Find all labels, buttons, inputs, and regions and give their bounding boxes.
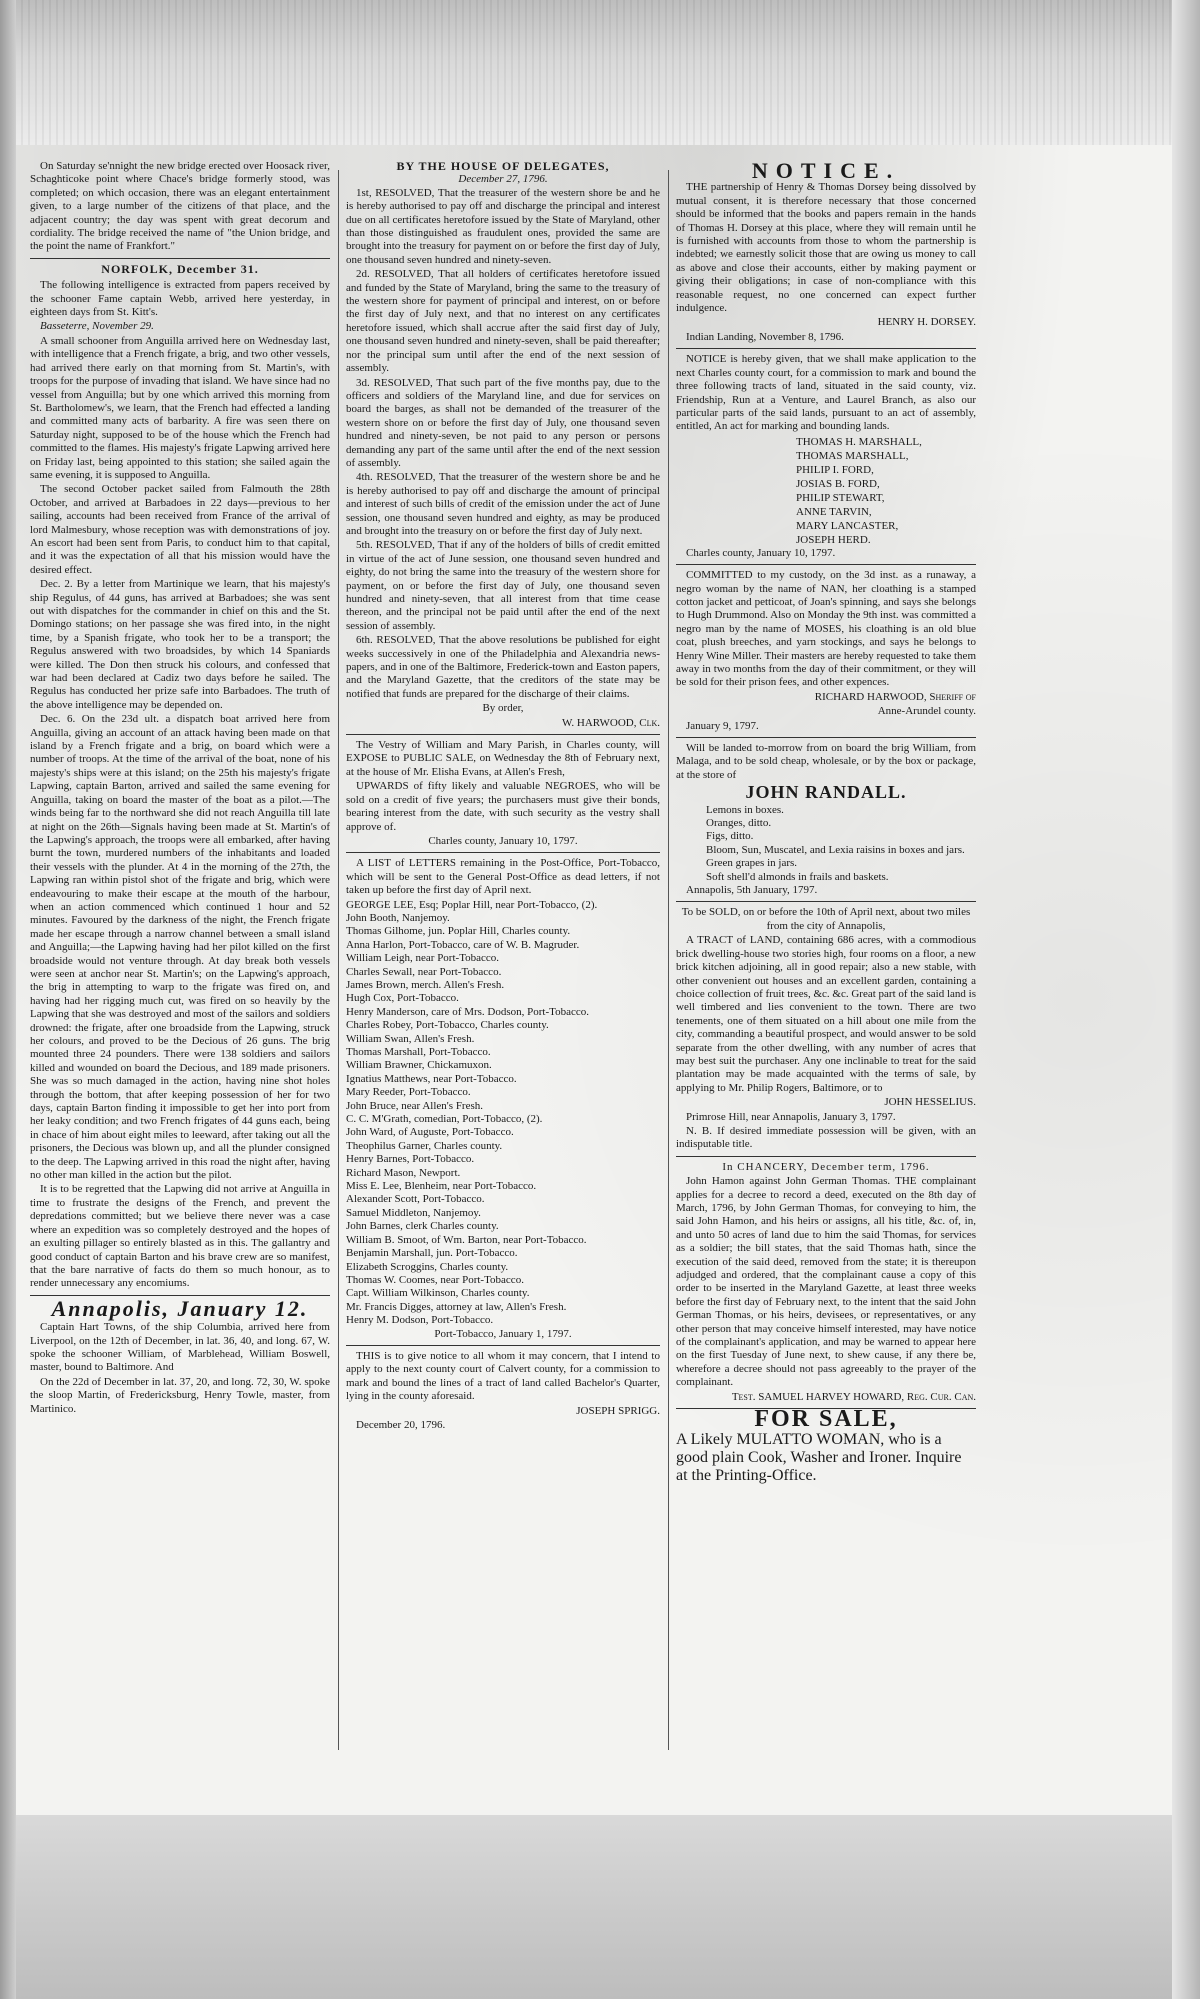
merchandise-item: Lemons in boxes.	[706, 803, 784, 816]
scan-bottom-margin	[0, 1815, 1200, 1999]
county-line: Anne-Arundel county.	[877, 705, 976, 718]
sprigg-signature: JOSEPH SPRIGG.	[576, 1404, 660, 1417]
letter-entry: John Booth, Nanjemoy.	[346, 911, 450, 924]
marshall-date: Charles county, January 10, 1797.	[686, 546, 836, 559]
letter-entry: Mr. Francis Digges, attorney at law, Allen's Fresh.	[346, 1300, 567, 1313]
for-sale-body: A Likely MULATTO WOMAN, who is a good plain Cook, Washer and Ironer. Inquire at the Printing-Office.	[676, 1430, 962, 1484]
letters-intro: A LIST of LETTERS remaining in the Post-Office, Port-Tobacco, which will be sent to the General Post-Office as dead letters, if not taken up before the first day of April next.	[346, 857, 660, 897]
section-rule	[676, 564, 976, 565]
letter-entry: Mary Reeder, Port-Tobacco.	[346, 1086, 471, 1099]
scan-top-margin	[0, 0, 1200, 145]
letter-entry: Miss E. Lee, Blenheim, near Port-Tobacco.	[346, 1180, 537, 1193]
scan-right-edge	[1172, 0, 1200, 1999]
letter-entry: John Barnes, clerk Charles county.	[346, 1220, 499, 1233]
by-order: By order,	[482, 702, 524, 715]
merchandise-item: Green grapes in jars.	[706, 857, 798, 870]
committed-notice: COMMITTED to my custody, on the 3d inst. as a runaway, a negro woman by the name of NAN, her cloathing is a stamped cotton jacket and petticoat, of Joan's spinning, and says she belongs to Hugh Drummond. Also on Monday the 9th inst. was committed a negro man by the name of MOSES, his cloathing is an old blue coat, plush breeches, and yarn stockings, and says he belongs to Henry Wine Miller. Their masters are hereby requested to take them away in two months from the day of their commitment, or they will be sold for their prison fees, and other expences.	[676, 569, 976, 689]
letter-entry: Richard Mason, Newport.	[346, 1166, 461, 1179]
letter-entry: William Brawner, Chickamuxon.	[346, 1059, 492, 1072]
signer-name: PHILIP I. FORD,	[796, 463, 874, 476]
letter-entry: C. C. M'Grath, comedian, Port-Tobacco, (2).	[346, 1113, 543, 1126]
scan-left-edge	[0, 0, 16, 1999]
letter-entry: Henry M. Dodson, Port-Tobacco.	[346, 1314, 494, 1327]
letter-entry: William Leigh, near Port-Tobacco.	[346, 952, 500, 965]
section-rule	[30, 258, 330, 259]
news-paragraph: Dec. 2. By a letter from Martinique we learn, that his majesty's ship Regulus, of 44 guns, has arrived at Barbadoes; she was sent out with dispatches for the commander in chief on this and the St. Domingo stations; on her passage she was fired into, in the night time, by a Spanish frigate, who took her to be a transport; the Regulus answered with two broadsides, by which 14 Spaniards were killed. The Don then struck his colours, and confessed that war had been declared at Cadiz two days before he sailed. The Regulus has conducted her prize safe into Barbadoes. The truth of the above intelligence may be depended on.	[30, 578, 330, 711]
letter-entry: Thomas Marshall, Port-Tobacco.	[346, 1046, 491, 1058]
resolution: 6th. RESOLVED, That the above resolutions be published for eight weeks successively in one of the Philadelphia and Alexandria news-papers, and in one of the Baltimore, Frederick-town and Easton papers, and the Maryland Gazette, that the creditors of the state may be notified that funds are prepared for the discharge of their claims.	[346, 634, 660, 700]
news-paragraph: Dec. 6. On the 23d ult. a dispatch boat arrived here from Anguilla, giving an account of an attack having been made on that island by a French frigate and a brig, on board which were a number of troops. At the time of the arrival of the boat, none of his majesty's ships were at this island; on the 25th his majesty's frigate Lapwing, captain Barton, arrived and sailed the same evening for Anguilla, taking on board the master of the boat as a pilot.—The winds being far to the northward she did not reach Anguilla till late at night on the 26th—Signals having been made at St. Martin's of the Lapwing's approach, the troops were all embarked, after having burnt the town, murdered numbers of the inhabitants and loaded their vessels with the plunder. At 4 in the morning of the 27th, the Lapwing ran within pistol shot of the frigate and brig, which were endeavouring to make their escape at the mouth of the harbour, when an action commenced which continued 1 hour and 52 minutes. Favoured by the darkness of the night, the French frigate made her escape through a narrow channel between a small island and Anguilla;—the Lapwing having had her pilot killed on the first broadside would not venture through. At day break both vessels were seen at anchor near St. Martin's; on the Lapwing's approach, the brig in attempting to warp to the frigate was fired on, and having had her rigging much cut, was fired on so heavily by the Lapwing that she was destroyed and most of the sailors and soldiers drowned: the frigate, after one broadside from the Lapwing, struck her colours, and proved to be the Decious of 26 guns. The brig mounted three 24 pounders. There were 138 soldiers and sailors killed and wounded on board the Decious, and 189 made prisoners. She was so much damaged in the action, having nine shot holes through the bottom, that after keeping possession of her for two days, captain Barton finding it impossible to get her into port from her leaky condition; and two French frigates of 44 guns each, being in chace of him about eight miles to leeward, after taking out all the prisoners, the Decious was blown up, and all the plunder consigned to the deep. The Lapwing arrived in this road the night after, having no other man killed in the action but the pilot.	[30, 713, 330, 1182]
letter-entry: Benjamin Marshall, jun. Port-Tobacco.	[346, 1247, 518, 1260]
for-sale-heading: FOR SALE,	[754, 1406, 898, 1433]
news-paragraph: The following intelligence is extracted from papers received by the schooner Fame captain Webb, arrived here yesterday, in eighteen days from St. Kitt's.	[30, 279, 330, 319]
section-rule	[346, 852, 660, 853]
letter-entry: William B. Smoot, of Wm. Barton, near Port-Tobacco.	[346, 1233, 587, 1246]
letters-date: Port-Tobacco, January 1, 1797.	[434, 1327, 572, 1340]
norfolk-dateline: NORFOLK, December 31.	[101, 261, 259, 276]
chancery-body: John Hamon against John German Thomas. THE complainant applies for a decree to record a deed, executed on the 8th day of March, 1796, by John German Thomas, for conveying to him, the said John Hamon, and his heirs or assigns, all his title, &c. of, in, and unto 50 acres of land due to him the said Thomas, for services as a soldier; the bill states, that the said Thomas hath, since the execution of the said deed, removed from the state; it is thereupon adjudged and ordered, that the complainant cause a copy of this order to be inserted in the Maryland Gazette, at least three weeks before the first day of February next, to the intent that the said John German Thomas, or his heirs, devisees, or representatives, or any other person that may conceive himself interested, may have notice of the complainant's application, and may be warned to appear here on the first Tuesday of June next, to shew cause, if any there be, wherefore a decree should not pass agreeably to the prayer of the complainant.	[676, 1175, 976, 1389]
house-date: December 27, 1796.	[458, 173, 548, 186]
column-left	[30, 160, 330, 1417]
section-rule	[676, 1156, 976, 1157]
letter-entry: Samuel Middleton, Nanjemoy.	[346, 1206, 481, 1219]
merchandise-item: Soft shell'd almonds in frails and baskets.	[706, 870, 889, 883]
merchandise-item: Oranges, ditto.	[706, 817, 772, 830]
letter-entry: John Bruce, near Allen's Fresh.	[346, 1099, 484, 1112]
letter-entry: Thomas Gilhome, jun. Poplar Hill, Charles county.	[346, 925, 571, 938]
letter-entry: Charles Sewall, near Port-Tobacco.	[346, 965, 502, 978]
committed-date: January 9, 1797.	[686, 719, 759, 732]
notice-heading: NOTICE.	[751, 158, 901, 183]
signer-name: JOSEPH HERD.	[796, 533, 871, 546]
news-paragraph: Captain Hart Towns, of the ship Columbia, arrived here from Liverpool, on the 12th of December, in lat. 36, 40, and long. 67, W. spoke the schooner William, of Marblehead, William Boswell, master, bound to Baltimore. And	[30, 1321, 330, 1374]
vestry-date: Charles county, January 10, 1797.	[428, 834, 578, 847]
basseterre-dateline: Basseterre, November 29.	[40, 320, 154, 333]
howard-signature: Test. SAMUEL HARVEY HOWARD, Reg. Cur. Can.	[731, 1390, 976, 1403]
resolution: 1st, RESOLVED, That the treasurer of the western shore be and he is hereby authorised to pay off and discharge the principal and interest due on all certificates heretofore issued by the State of Maryland, other than those distinguished as fraudulent ones, provided the same are brought into the treasury for payment on or before the first day of July, one thousand seven hundred and ninety-seven.	[346, 186, 660, 266]
annapolis-dateline: Annapolis, January 12.	[51, 1295, 309, 1321]
letter-entry: Ignatius Matthews, near Port-Tobacco.	[346, 1072, 517, 1085]
news-paragraph: On the 22d of December in lat. 37, 20, and long. 72, 30, W. spoke the sloop Martin, of Fredericksburg, Henry Towle, master, from Martinico.	[30, 1375, 330, 1415]
column-middle	[346, 160, 660, 1433]
land-sale-body: A TRACT of LAND, containing 686 acres, with a commodious brick dwelling-house two stories high, four rooms on a floor, a new brick kitchen adjoining, all in good repair; also a new stable, with other convenient out houses and an excellent garden, containing a choice collection of fruit trees, &c. &c. Great part of the said land is well timbered and lies convenient to the town. There are two tenements, one of them situated on a hill about one mile from the city, commanding a beautiful prospect, and would answer to be sold separate from the other dwelling, with any number of acres that may best suit the purchaser. Any one inclinable to treat for the said plantation may be made acquainted with the terms of sale, by applying to Mr. Philip Rogers, Baltimore, or to	[676, 934, 976, 1094]
hesselius-date: Primrose Hill, near Annapolis, January 3, 1797.	[686, 1110, 896, 1123]
randall-date: Annapolis, 5th January, 1797.	[686, 884, 818, 897]
merchandise-item: Figs, ditto.	[706, 830, 754, 843]
section-rule	[346, 734, 660, 735]
resolution: 4th. RESOLVED, That the treasurer of the western shore be and he is hereby authorised to pay off and discharge the amount of principal and interest of such bills of credit of the emission under the act of June session, one thousand seven hundred and eighty, as may be produced and brought into the treasury on or before the first day of July next.	[346, 471, 660, 537]
section-rule	[676, 737, 976, 738]
dorsey-notice: THE partnership of Henry & Thomas Dorsey being dissolved by mutual consent, it is therefore necessary that those concerned should be informed that the books and papers remain in the hands of Thomas H. Dorsey at this place, where they will remain until he is furnished with accounts from those to whom the partnership is indebted; we earnestly solicit those that are owing us money to call as above and close their accounts, either by making payment or giving their obligations; in case of non-compliance with this reasonable request, no one concerned can expect further indulgence.	[676, 181, 976, 315]
marshall-names	[676, 435, 976, 547]
resolution: 2d. RESOLVED, That all holders of certificates heretofore issued and funded by the State of Maryland, bring the same to the treasury of the western shore for payment of principal and interest, on or before the first day of July next, and that no interest on any certificates heretofore issued, which shall accrue after the said first day of July, one thousand seven hundred and ninety-seven, shall be paid thereafter; nor the principal sum until after the end of the next session of assembly.	[346, 268, 660, 375]
randall-items	[676, 804, 976, 884]
sprigg-notice: THIS is to give notice to all whom it may concern, that I intend to apply to the next county court of Calvert county, for a commission to mark and bound the lines of a tract of land called Bachelor's Quarter, lying in the county aforesaid.	[346, 1349, 660, 1403]
hesselius-signature: JOHN HESSELIUS.	[884, 1096, 976, 1109]
harwood-signature: W. HARWOOD, Clk.	[562, 716, 660, 729]
news-paragraph: It is to be regretted that the Lapwing did not arrive at Anguilla in time to frustrate the designs of the French, and prevent the depredations committed; but we believe there never was a case where an expedition was so completely destroyed and the hopes of an exulting pillager so entirely blasted as in this. The gallantry and good conduct of captain Barton and his brave crew are so manifest, that the bare narrative of facts do them so much honour, as to render unnecessary any encomiums.	[30, 1183, 330, 1290]
letter-entry: William Swan, Allen's Fresh.	[346, 1032, 475, 1045]
section-rule	[346, 1345, 660, 1346]
randall-intro: Will be landed to-morrow from on board the brig William, from Malaga, and to be sold cheap, wholesale, or by the box or package, at the store of	[676, 742, 976, 781]
bridge-paragraph: On Saturday se'nnight the new bridge erected over Hoosack river, Schaghticoke point where Chace's bridge formerly stood, was completed; on which occasion, there was an elegant entertainment given, to a large number of the citizens of that place, and the adjacent country; the day was spent with great decorum and cordiality. The bridge received the name of "the Union bridge, and the point the name of Frankfort."	[30, 160, 330, 253]
land-sale-heading: To be SOLD, on or before the 10th of April next, about two miles from the city of Annapolis,	[681, 906, 971, 932]
vestry-notice: The Vestry of William and Mary Parish, in Charles county, will EXPOSE to PUBLIC SALE, on Wednesday the 8th of February next, at the house of Mr. Elisha Evans, at Allen's Fresh,	[346, 739, 660, 778]
resolution: 3d. RESOLVED, That such part of the five months pay, due to the officers and soldiers of the Maryland line, and due for services on board the barges, as shall not be demanded of the treasurer of the western shore on or before the first day of July, one thousand seven hundred and ninety-seven, be not paid to any person or persons demanding any part of the same until after the end of the next session of assembly.	[346, 376, 660, 469]
letters-list	[346, 899, 660, 1328]
marshall-notice: NOTICE is hereby given, that we shall make application to the next Charles county court, for a commission to mark and bound the three following tracts of land, situated in the said county, viz. Friendship, Run at a Venture, and Laurel Branch, as also our particular parts of the said lands, pursuant to an act of assembly, entitled, An act for marking and bounding lands.	[676, 353, 976, 433]
letter-entry: Theophilus Garner, Charles county.	[346, 1139, 503, 1152]
hesselius-nb: N. B. If desired immediate possession will be given, with an indisputable title.	[676, 1124, 976, 1151]
negroes-sale: UPWARDS of fifty likely and valuable NEGROES, who will be sold on a credit of five years; the purchasers must give their bonds, bearing interest from the date, with such security as the vestry shall approve of.	[346, 780, 660, 833]
letter-entry: GEORGE LEE, Esq; Poplar Hill, near Port-Tobacco, (2).	[346, 898, 598, 911]
section-rule	[676, 348, 976, 349]
letter-entry: James Brown, merch. Allen's Fresh.	[346, 978, 505, 991]
randall-name: JOHN RANDALL.	[745, 782, 907, 803]
dorsey-signature: HENRY H. DORSEY.	[877, 316, 976, 329]
harwood-sheriff-signature: RICHARD HARWOOD, Sheriff of	[814, 690, 976, 703]
chancery-heading: In CHANCERY, December term, 1796.	[722, 1160, 930, 1173]
letter-entry: Charles Robey, Port-Tobacco, Charles county.	[346, 1019, 549, 1032]
column-divider	[338, 170, 339, 1750]
signer-name: MARY LANCASTER,	[796, 519, 899, 532]
letter-entry: Henry Manderson, care of Mrs. Dodson, Port-Tobacco.	[346, 1005, 589, 1018]
letter-entry: Hugh Cox, Port-Tobacco.	[346, 992, 459, 1005]
signer-name: JOSIAS B. FORD,	[796, 477, 880, 490]
letter-entry: Thomas W. Coomes, near Port-Tobacco.	[346, 1273, 524, 1286]
house-title: BY THE HOUSE OF DELEGATES,	[396, 159, 610, 173]
signer-name: THOMAS H. MARSHALL,	[796, 435, 922, 448]
column-divider	[668, 170, 669, 1750]
news-paragraph: A small schooner from Anguilla arrived here on Wednesday last, with intelligence that a French frigate, a brig, and two other vessels, had arrived there early on that morning from St. Martin's, with troops for the purpose of invading that island. We have since had no vessel from Anguilla; but by one which arrived this morning from St. Bartholomew's, we learn, that the French had effected a landing and committed many acts of barbarity. A fire was seen there on Saturday night, supposed to be of the house which the French had committed to the flames. His majesty's frigate Lapwing arrived here on Friday last, being appointed to this station; she sailed again the same evening, it is supposed to Anguilla.	[30, 334, 330, 481]
letter-entry: Anna Harlon, Port-Tobacco, care of W. B. Magruder.	[346, 938, 580, 951]
merchandise-item: Bloom, Sun, Muscatel, and Lexia raisins in boxes and jars.	[706, 843, 965, 856]
signer-name: ANNE TARVIN,	[796, 505, 872, 518]
sprigg-date: December 20, 1796.	[356, 1418, 446, 1431]
resolution: 5th. RESOLVED, That if any of the holders of bills of credit emitted in virtue of the act of June session, one thousand seven hundred and eighty, do not bring the same into the treasury of the western shore for payment, on or before the first day of July, one thousand seven hundred and ninety-seven, that all interest from that time cease thereon, and the principal not be paid until after the end of the next session of assembly.	[346, 539, 660, 632]
letter-entry: Elizabeth Scroggins, Charles county.	[346, 1260, 509, 1273]
dorsey-date: Indian Landing, November 8, 1796.	[686, 330, 844, 343]
section-rule	[676, 901, 976, 902]
letter-entry: Henry Barnes, Port-Tobacco.	[346, 1153, 475, 1166]
letter-entry: Alexander Scott, Port-Tobacco.	[346, 1193, 485, 1206]
letter-entry: John Ward, of Auguste, Port-Tobacco.	[346, 1126, 514, 1139]
news-paragraph: The second October packet sailed from Falmouth the 28th October, and arrived at Barbadoes in 22 days—previous to her sailing, accounts had been received from France of the arrival of lord Malmesbury, whose reception was with demonstrations of joy. An escort had been sent from Paris, to conduct him to that capital, and it was the expectation of all that his mission would have the desired effect.	[30, 483, 330, 576]
letter-entry: Capt. William Wilkinson, Charles county.	[346, 1287, 530, 1300]
signer-name: PHILIP STEWART,	[796, 491, 885, 504]
signer-name: THOMAS MARSHALL,	[796, 449, 909, 462]
column-right	[676, 160, 976, 1486]
